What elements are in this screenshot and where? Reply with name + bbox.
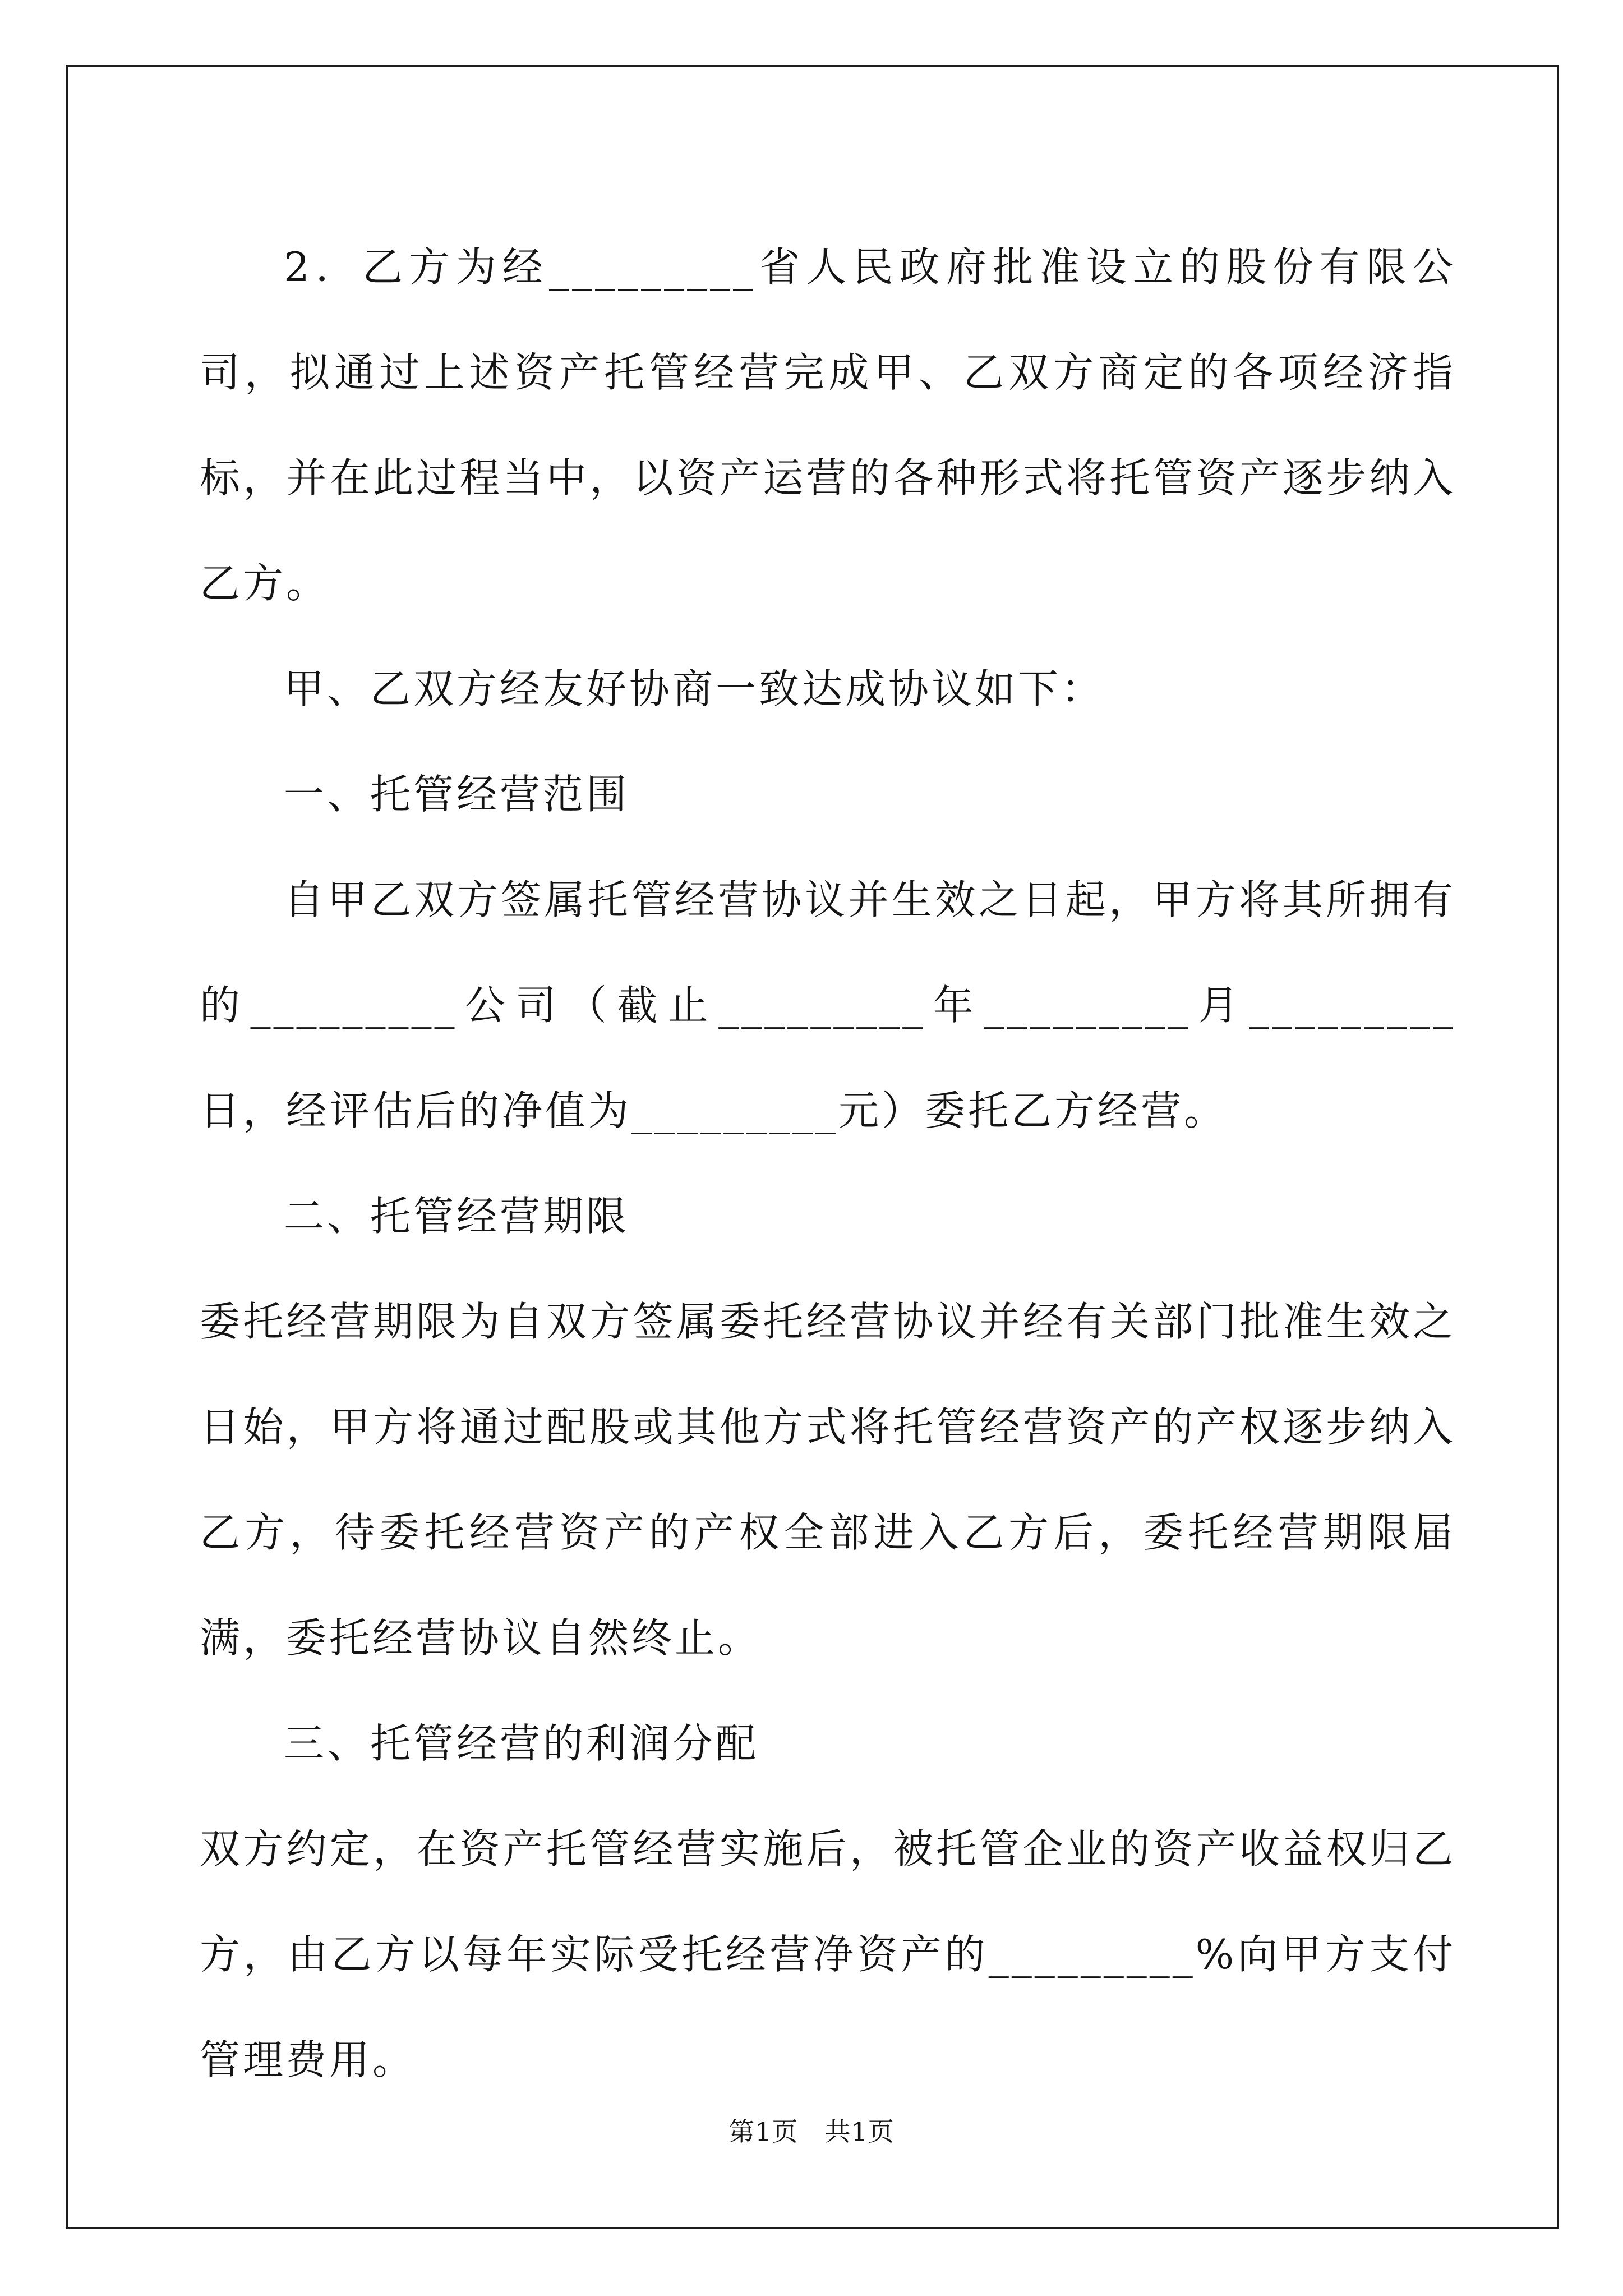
heading-profit-distribution: 三、托管经营的利润分配: [284, 1720, 759, 1767]
paragraph-profit-distribution: 双方约定，在资产托管经营实施后，被托管企业的资产收益权归乙方，由乙方以每年实际受托经营净资产的_________%向甲方支付管理费用。: [200, 1825, 1456, 2083]
paragraph-scope: 自甲乙双方签属托管经营协议并生效之日起，甲方将其所拥有的_________公司（截止_________年_________月_________日，经评估后的净值为_________元）委托乙方经营。: [200, 876, 1456, 1134]
paragraph-agreement-intro: 甲、乙双方经友好协商一致达成协议如下：: [284, 665, 1105, 712]
paragraph-company-description: 2．乙方为经_________省人民政府批准设立的股份有限公司，拟通过上述资产托管经营完成甲、乙双方商定的各项经济指标，并在此过程当中，以资产运营的各种形式将托管资产逐步纳入乙方。: [200, 243, 1456, 607]
document-body: [200, 214, 1456, 2113]
heading-term: 二、托管经营期限: [284, 1193, 630, 1240]
heading-scope: 一、托管经营范围: [284, 771, 630, 818]
page-number: 第1页 共1页: [728, 2116, 895, 2147]
paragraph-term: 委托经营期限为自双方签属委托经营协议并经有关部门批准生效之日始，甲方将通过配股或其他方式将托管经营资产的产权逐步纳入乙方，待委托经营资产的产权全部进入乙方后，委托经营期限届满，委托经营协议自然终止。: [200, 1298, 1456, 1662]
